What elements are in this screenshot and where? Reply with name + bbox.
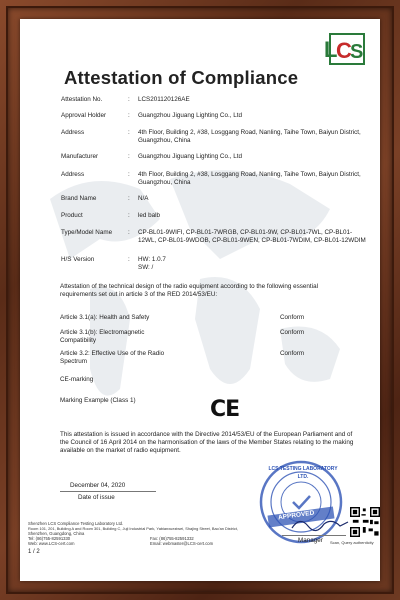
field-value: 4th Floor, Building 2, #38, Losggang Road, Nanling, Taihe Town, Baiyun District, Guangzhou, China xyxy=(138,129,361,144)
footer-web: Web: www.LCS-cert.com xyxy=(28,541,75,546)
article-name: Article 3.2: Effective Use of the Radio Spectrum xyxy=(60,350,165,365)
stamp-text: LCS TESTING LABORATORY LTD. xyxy=(268,466,338,480)
footer-address: Room 101, 201, Building A and Room 301, Building C, Juji Industrial Park, Yabianxueziwei, Shajing Street, Bao'an District, xyxy=(28,526,238,531)
field-label: Brand Name xyxy=(61,195,97,202)
colon: : xyxy=(128,112,130,119)
footer-fax: Fax: (86)755-82591332 xyxy=(150,536,194,541)
article-result: Conform xyxy=(280,350,305,357)
field-label: Address xyxy=(61,129,85,136)
statement-paragraph: This attestation is issued in accordance with the Directive 2014/53/EU of the European Parliament and of the Council of 16 April 2014 on the harmonisation of the laws of the Member States relating to the making available on the market of radio equipment. xyxy=(60,431,354,454)
article-name: Article 3.1(b): Electromagnetic Compatibility xyxy=(60,329,145,344)
article-result: Conform xyxy=(280,329,305,336)
colon: : xyxy=(128,229,130,236)
footer-tel: Tel: (86)755-82591330 xyxy=(28,536,71,541)
manager-label: Manager xyxy=(298,537,323,544)
svg-text:L: L xyxy=(324,37,338,62)
qr-caption: Scan, Query authenticity xyxy=(330,540,374,545)
date-line xyxy=(60,491,156,492)
certificate-paper xyxy=(20,19,380,581)
field-value: led balb xyxy=(138,212,161,219)
colon: : xyxy=(128,153,130,160)
field-value: LCS201120126AE xyxy=(138,96,190,103)
footer-city: Shenzhen, Guangdong, China xyxy=(28,531,85,536)
manager-line xyxy=(282,535,346,536)
field-value: Guangzhou Jiguang Lighting Co., Ltd xyxy=(138,153,242,160)
world-map-watermark xyxy=(30,139,370,459)
ce-mark: CE xyxy=(210,397,240,422)
qr-code xyxy=(350,507,380,537)
field-value: HW: 1.0.7 SW: / xyxy=(138,256,166,271)
colon: : xyxy=(128,171,130,178)
field-label: Approval Holder xyxy=(61,112,107,119)
intro-paragraph: Attestation of the technical design of the radio equipment according to the following essential requirements set out in article 3 of the RED 2014/53/EU: xyxy=(60,283,318,298)
field-label: Address xyxy=(61,171,85,178)
colon: : xyxy=(128,256,130,263)
field-label: Product xyxy=(61,212,83,219)
colon: : xyxy=(128,195,130,202)
field-value: CP-BL01-9WIFI, CP-BL01-7WRGB, CP-BL01-9W, CP-BL01-7WL, CP-BL01-12WL, CP-BL01-9WDOB, CP-BL01-9WEN, CP-BL01-7WDIM, CP-BL01-12WDIM xyxy=(138,229,366,244)
ce-marking-label: CE-marking xyxy=(60,376,94,383)
footer-email: Email: webmaster@LCS-cert.com xyxy=(150,541,214,546)
field-value: N/A xyxy=(138,195,149,202)
date-label: Date of issue xyxy=(78,494,115,501)
lcs-logo xyxy=(320,31,370,71)
article-result: Conform xyxy=(280,314,305,321)
stamp-word: APPROVED xyxy=(277,509,315,522)
manager-signature xyxy=(290,514,350,534)
document-title: Attestation of Compliance xyxy=(64,67,299,88)
field-label: Attestation No. xyxy=(61,96,103,103)
field-label: H/S Version xyxy=(61,256,95,263)
svg-text:C: C xyxy=(336,38,352,63)
issue-date: December 04, 2020 xyxy=(70,482,126,489)
field-label: Manufacturer xyxy=(61,153,99,160)
marking-example: Marking Example (Class 1) xyxy=(60,397,136,404)
colon: : xyxy=(128,212,130,219)
field-value: Guangzhou Jiguang Lighting Co., Ltd xyxy=(138,112,242,119)
svg-text:S: S xyxy=(350,41,364,63)
article-name: Article 3.1(a): Health and Safety xyxy=(60,314,150,321)
footer-company: Shenzhen LCS Compliance Testing Laboratory Ltd. xyxy=(28,521,124,526)
page-number: 1 / 2 xyxy=(28,549,40,555)
field-value: 4th Floor, Building 2, #38, Losggang Road, Nanling, Taihe Town, Baiyun District, Guangzhou, China xyxy=(138,171,361,186)
field-label: Type/Model Name xyxy=(61,229,113,236)
colon: : xyxy=(128,96,130,103)
colon: : xyxy=(128,129,130,136)
